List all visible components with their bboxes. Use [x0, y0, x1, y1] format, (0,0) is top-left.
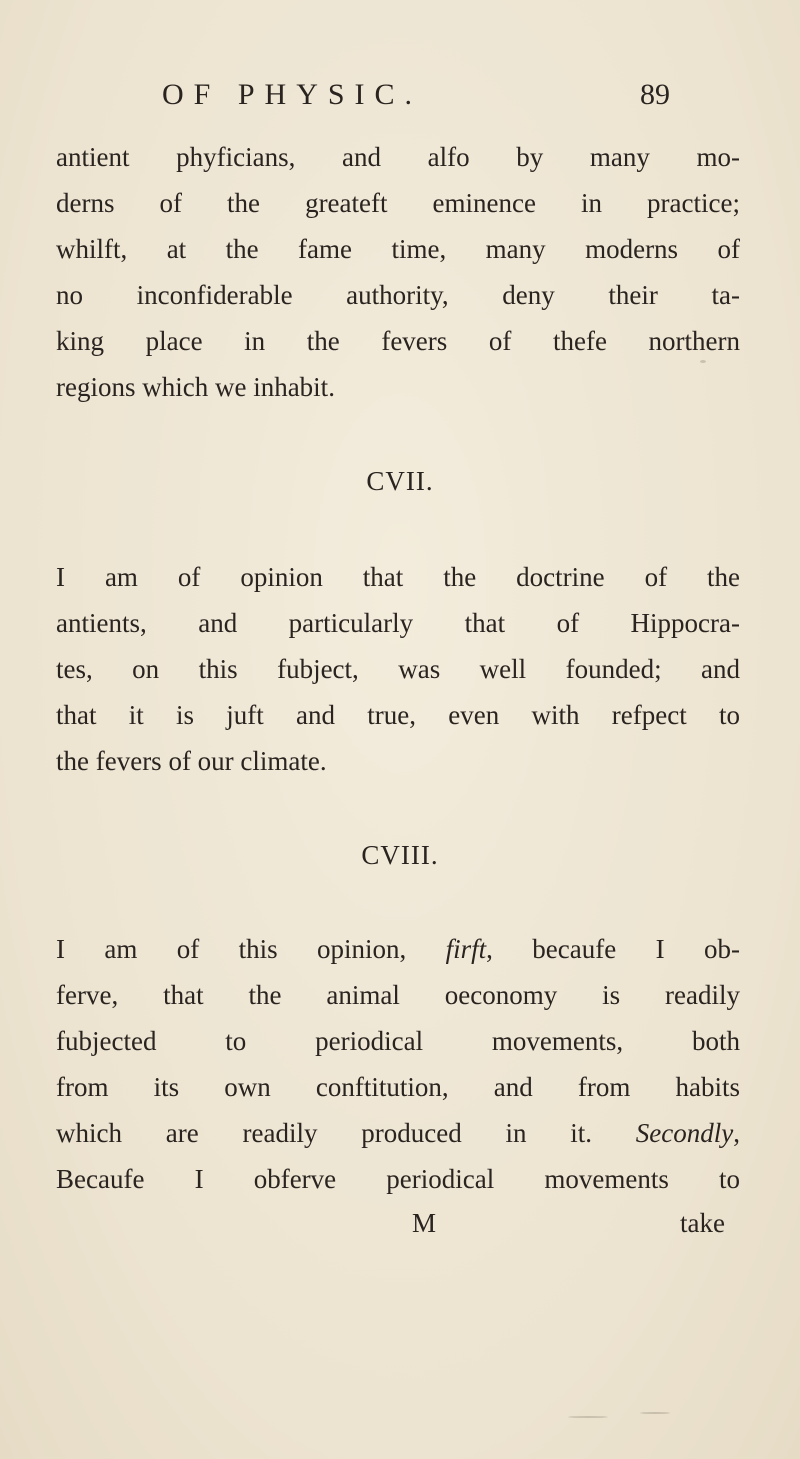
text-line-mixed	[56, 932, 740, 966]
italic-text-run: Secondly	[635, 1118, 734, 1148]
page-header	[140, 78, 670, 122]
text-line: fubjected to periodical movements, both	[56, 1026, 740, 1056]
section-number-cviii: CVIII.	[361, 840, 439, 870]
text-line: that it is juft and true, even with refpect to	[56, 700, 740, 730]
signature-mark: M	[412, 1208, 437, 1238]
section-number-cvii: CVII.	[366, 466, 434, 496]
text-line: Becaufe I obferve periodical movements to	[56, 1164, 740, 1194]
italic-text-run: firft	[445, 934, 487, 964]
text-run: which are readily produced in it.	[56, 1118, 636, 1148]
text-run: I am of this opinion,	[56, 934, 446, 964]
paper-speck	[640, 1412, 670, 1414]
text-line: tes, on this fubject, was well founded; and	[56, 654, 740, 684]
text-line: ferve, that the animal oeconomy is readily	[56, 980, 740, 1010]
text-line: no inconfiderable authority, deny their ta-	[56, 280, 740, 310]
running-head: OF PHYSIC.	[162, 78, 423, 111]
text-line: the fevers of our climate.	[56, 746, 327, 776]
text-line: regions which we inhabit.	[56, 372, 335, 402]
text-line: antient phyficians, and alfo by many mo-	[56, 142, 740, 172]
text-line: derns of the greateft eminence in practice;	[56, 188, 740, 218]
text-line: from its own conftitution, and from habits	[56, 1072, 740, 1102]
text-line: antients, and particularly that of Hippocra-	[56, 608, 740, 638]
text-line: king place in the fevers of thefe northern	[56, 326, 740, 356]
paper-speck	[568, 1416, 608, 1418]
text-run: ,	[733, 1118, 740, 1148]
text-line: whilft, at the fame time, many moderns of	[56, 234, 740, 264]
paper-speck	[700, 360, 706, 363]
text-run: , becaufe I ob-	[486, 934, 740, 964]
text-line-mixed	[56, 1116, 740, 1150]
page-number: 89	[640, 78, 670, 111]
text-line: I am of opinion that the doctrine of the	[56, 562, 740, 592]
catchword: take	[680, 1208, 725, 1238]
